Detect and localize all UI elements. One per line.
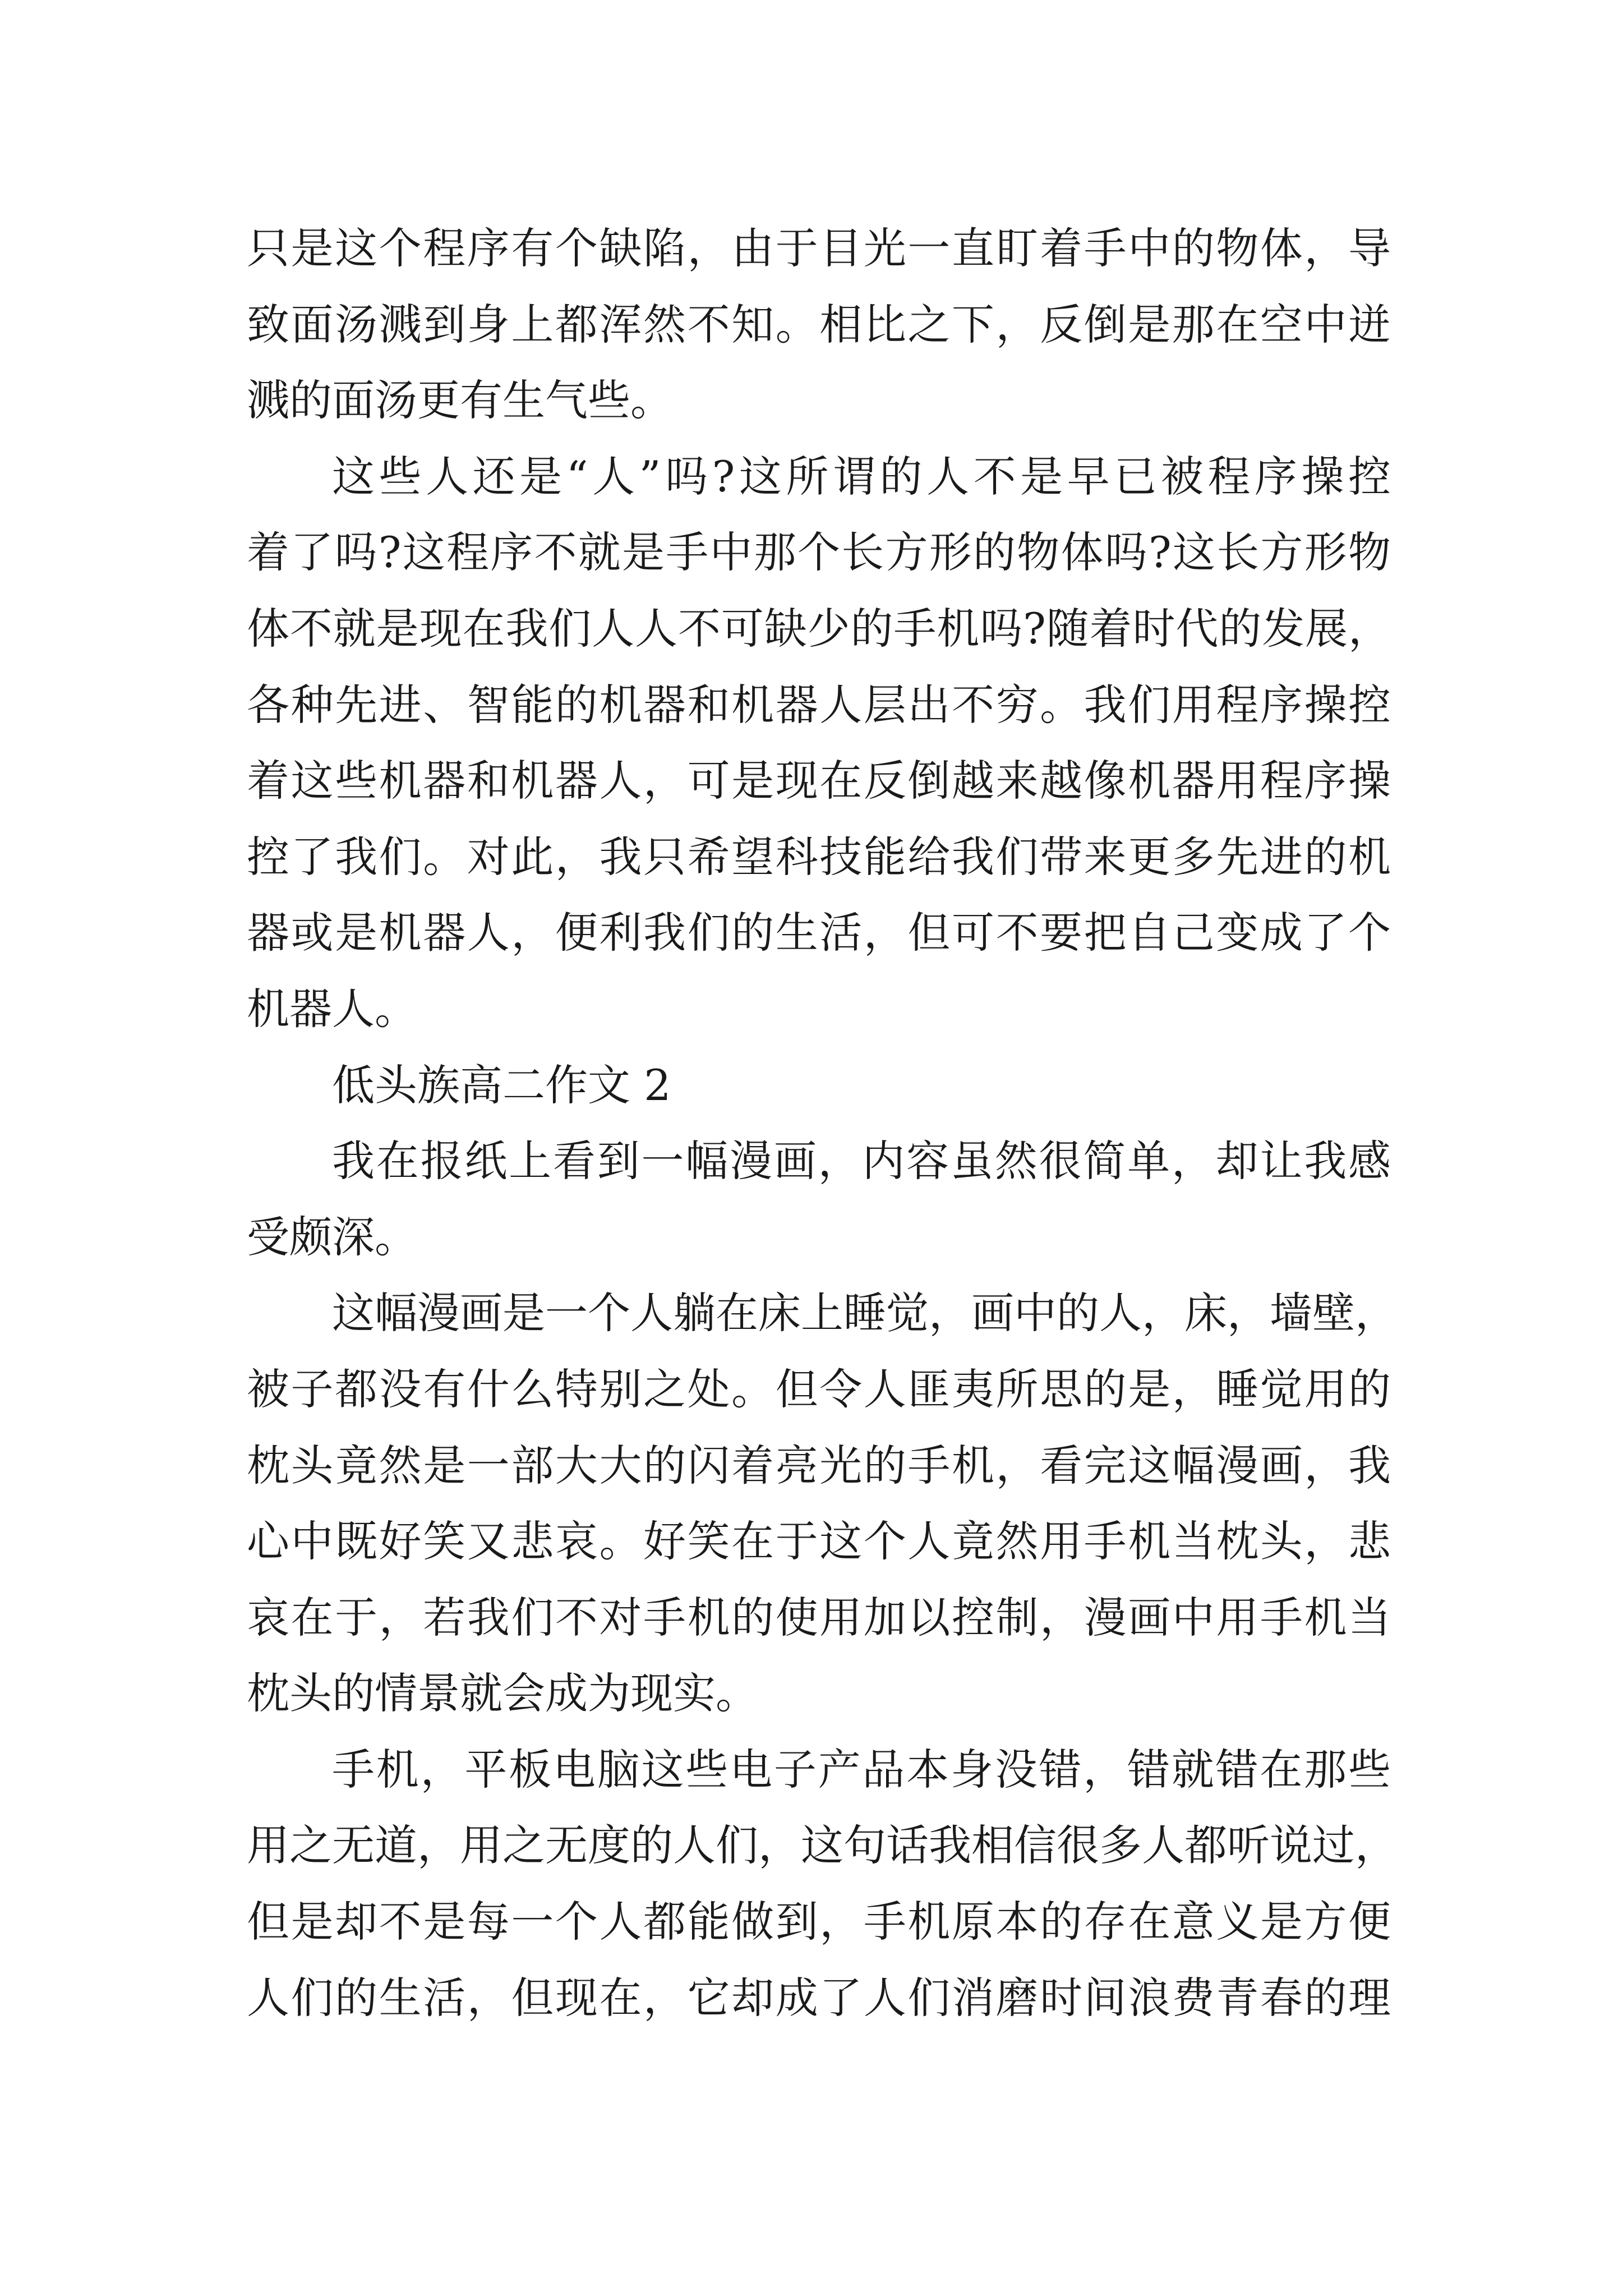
text-line: 着了吗?这程序不就是手中那个长方形的物体吗?这长方形物 [247, 527, 1391, 578]
text-line: 人们的生活，但现在，它却成了人们消磨时间浪费青春的理 [247, 1972, 1391, 2023]
text-line: 哀在于，若我们不对手机的使用加以控制，漫画中用手机当 [247, 1592, 1391, 1642]
text-line: 心中既好笑又悲哀。好笑在于这个人竟然用手机当枕头，悲 [247, 1516, 1391, 1567]
text-line: 控了我们。对此，我只希望科技能给我们带来更多先进的机 [247, 831, 1391, 882]
text-line: 受颇深。 [247, 1212, 417, 1262]
text-line: 机器人。 [247, 983, 417, 1034]
text-line: 体不就是现在我们人人不可缺少的手机吗?随着时代的发展， [247, 603, 1391, 654]
text-line: 我在报纸上看到一幅漫画，内容虽然很简单，却让我感 [332, 1136, 1391, 1186]
text-line: 枕头竟然是一部大大的闪着亮光的手机，看完这幅漫画，我 [247, 1440, 1391, 1490]
text-line: 这些人还是“人”吗?这所谓的人不是早已被程序操控 [332, 451, 1391, 501]
text-line: 着这些机器和机器人，可是现在反倒越来越像机器用程序操 [247, 756, 1391, 806]
text-line: 用之无道，用之无度的人们，这句话我相信很多人都听说过， [247, 1820, 1398, 1871]
text-line: 只是这个程序有个缺陷，由于目光一直盯着手中的物体，导 [247, 223, 1391, 273]
text-line: 溅的面汤更有生气些。 [247, 375, 673, 426]
section-heading: 低头族高二作文 2 [332, 1060, 671, 1110]
text-line: 器或是机器人，便利我们的生活，但可不要把自己变成了个 [247, 908, 1391, 958]
text-line: 这幅漫画是一个人躺在床上睡觉，画中的人，床，墙壁， [332, 1288, 1398, 1338]
text-line: 手机，平板电脑这些电子产品本身没错，错就错在那些 [332, 1744, 1391, 1795]
essay-text [247, 210, 1398, 2036]
text-line: 致面汤溅到身上都浑然不知。相比之下，反倒是那在空中迸 [247, 299, 1391, 349]
text-line: 枕头的情景就会成为现实。 [247, 1668, 758, 1719]
text-line: 被子都没有什么特别之处。但令人匪夷所思的是，睡觉用的 [247, 1364, 1391, 1414]
text-line: 各种先进、智能的机器和机器人层出不穷。我们用程序操控 [247, 679, 1391, 730]
text-line: 但是却不是每一个人都能做到，手机原本的存在意义是方便 [247, 1897, 1391, 1947]
